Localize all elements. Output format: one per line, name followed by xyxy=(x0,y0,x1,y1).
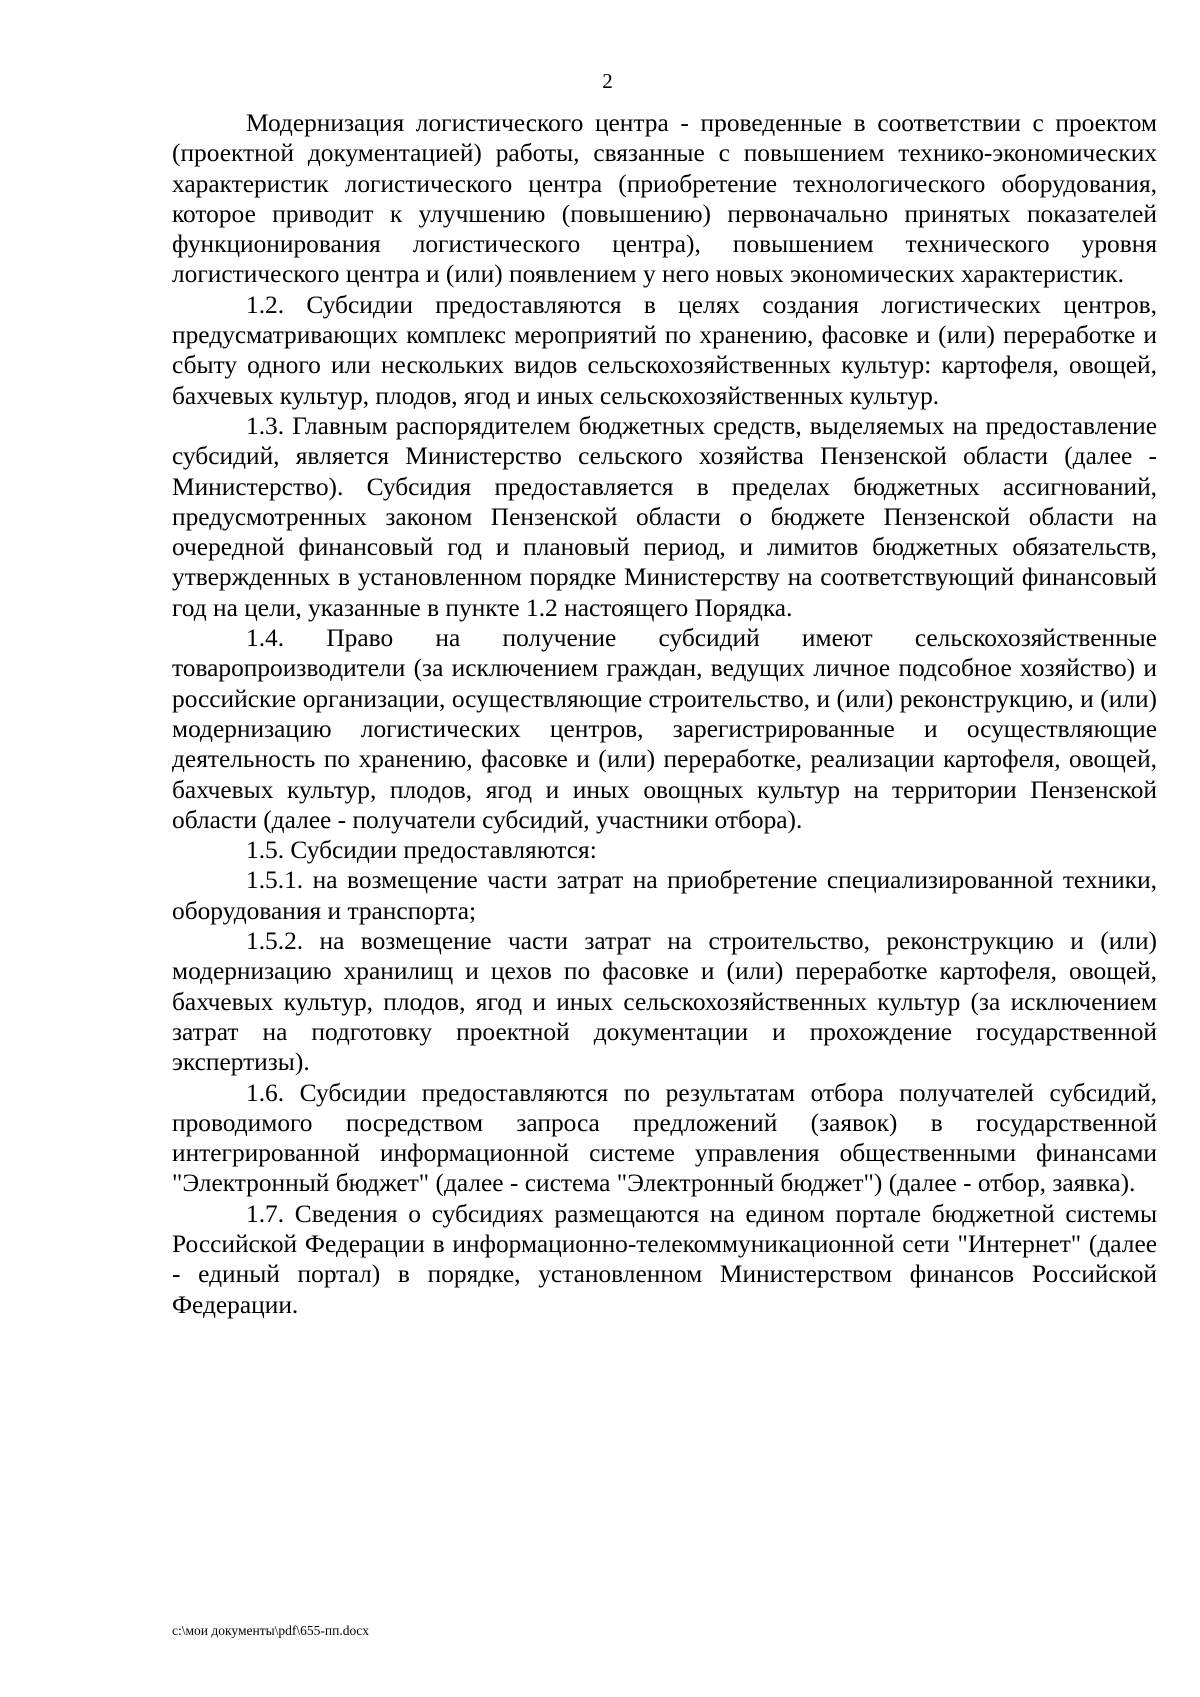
paragraph-1-5-1: 1.5.1. на возмещение части затрат на приобретение специализированной техники, оборудования и транспорта; xyxy=(172,866,1157,925)
document-body xyxy=(172,108,1157,1320)
paragraph-1-2: 1.2. Субсидии предоставляются в целях создания логистических центров, предусматривающих комплекс мероприятий по хранению, фасовке и (или) переработке и сбыту одного или нескольких видов сельскохозяйственных культур: картофеля, овощей, бахчевых культур, плодов, ягод и иных сельскохозяйственных культур. xyxy=(172,290,1157,410)
paragraph-1-5: 1.5. Субсидии предоставляются: xyxy=(246,836,597,865)
paragraph-1-7: 1.7. Сведения о субсидиях размещаются на едином портале бюджетной системы Российской Федерации в информационно-телекоммуникационной сети "Интернет" (далее - единый портал) в порядке, установленном Министерством финансов Российской Федерации. xyxy=(172,1199,1157,1319)
paragraph-1-5-2: 1.5.2. на возмещение части затрат на строительство, реконструкцию и (или) модернизацию хранилищ и цехов по фасовке и (или) переработке картофеля, овощей, бахчевых культур, плодов, ягод и иных сельскохозяйственных культур (за исключением затрат на подготовку проектной документации и прохождение государственной экспертизы). xyxy=(172,927,1157,1077)
page-number: 2 xyxy=(602,69,613,93)
paragraph-modernization-definition: Модернизация логистического центра - проведенные в соответствии с проектом (проектной документацией) работы, связанные с повышением технико-экономических характеристик логистического центра (приобретение технологического оборудования, которое приводит к улучшению (повышению) первоначально принятых показателей функционирования логистического центра), повышением технического уровня логистического центра и (или) появлением у него новых экономических характеристик. xyxy=(172,109,1157,289)
paragraph-1-6: 1.6. Субсидии предоставляются по результатам отбора получателей субсидий, проводимого посредством запроса предложений (заявок) в государственной интегрированной информационной системе управления общественными финансами "Электронный бюджет" (далее - система "Электронный бюджет") (далее - отбор, заявка). xyxy=(172,1078,1157,1198)
paragraph-1-3: 1.3. Главным распорядителем бюджетных средств, выделяемых на предоставление субсидий, является Министерство сельского хозяйства Пензенской области (далее - Министерство). Субсидия предоставляется в пределах бюджетных ассигнований, предусмотренных законом Пензенской области о бюджете Пензенской области на очередной финансовый год и плановый период, и лимитов бюджетных обязательств, утвержденных в установленном порядке Министерству на соответствующий финансовый год на цели, указанные в пункте 1.2 настоящего Порядка. xyxy=(172,411,1157,622)
paragraph-1-4: 1.4. Право на получение субсидий имеют сельскохозяйственные товаропроизводители (за исключением граждан, ведущих личное подсобное хозяйство) и российские организации, осуществляющие строительство, и (или) реконструкцию, и (или) модернизацию логистических центров, зарегистрированные и осуществляющие деятельность по хранению, фасовке и (или) переработке, реализации картофеля, овощей, бахчевых культур, плодов, ягод и иных овощных культур на территории Пензенской области (далее - получатели субсидий, участники отбора). xyxy=(172,624,1157,834)
footer-file-path: c:\мои документы\pdf\655-пп.docx xyxy=(172,1623,369,1638)
